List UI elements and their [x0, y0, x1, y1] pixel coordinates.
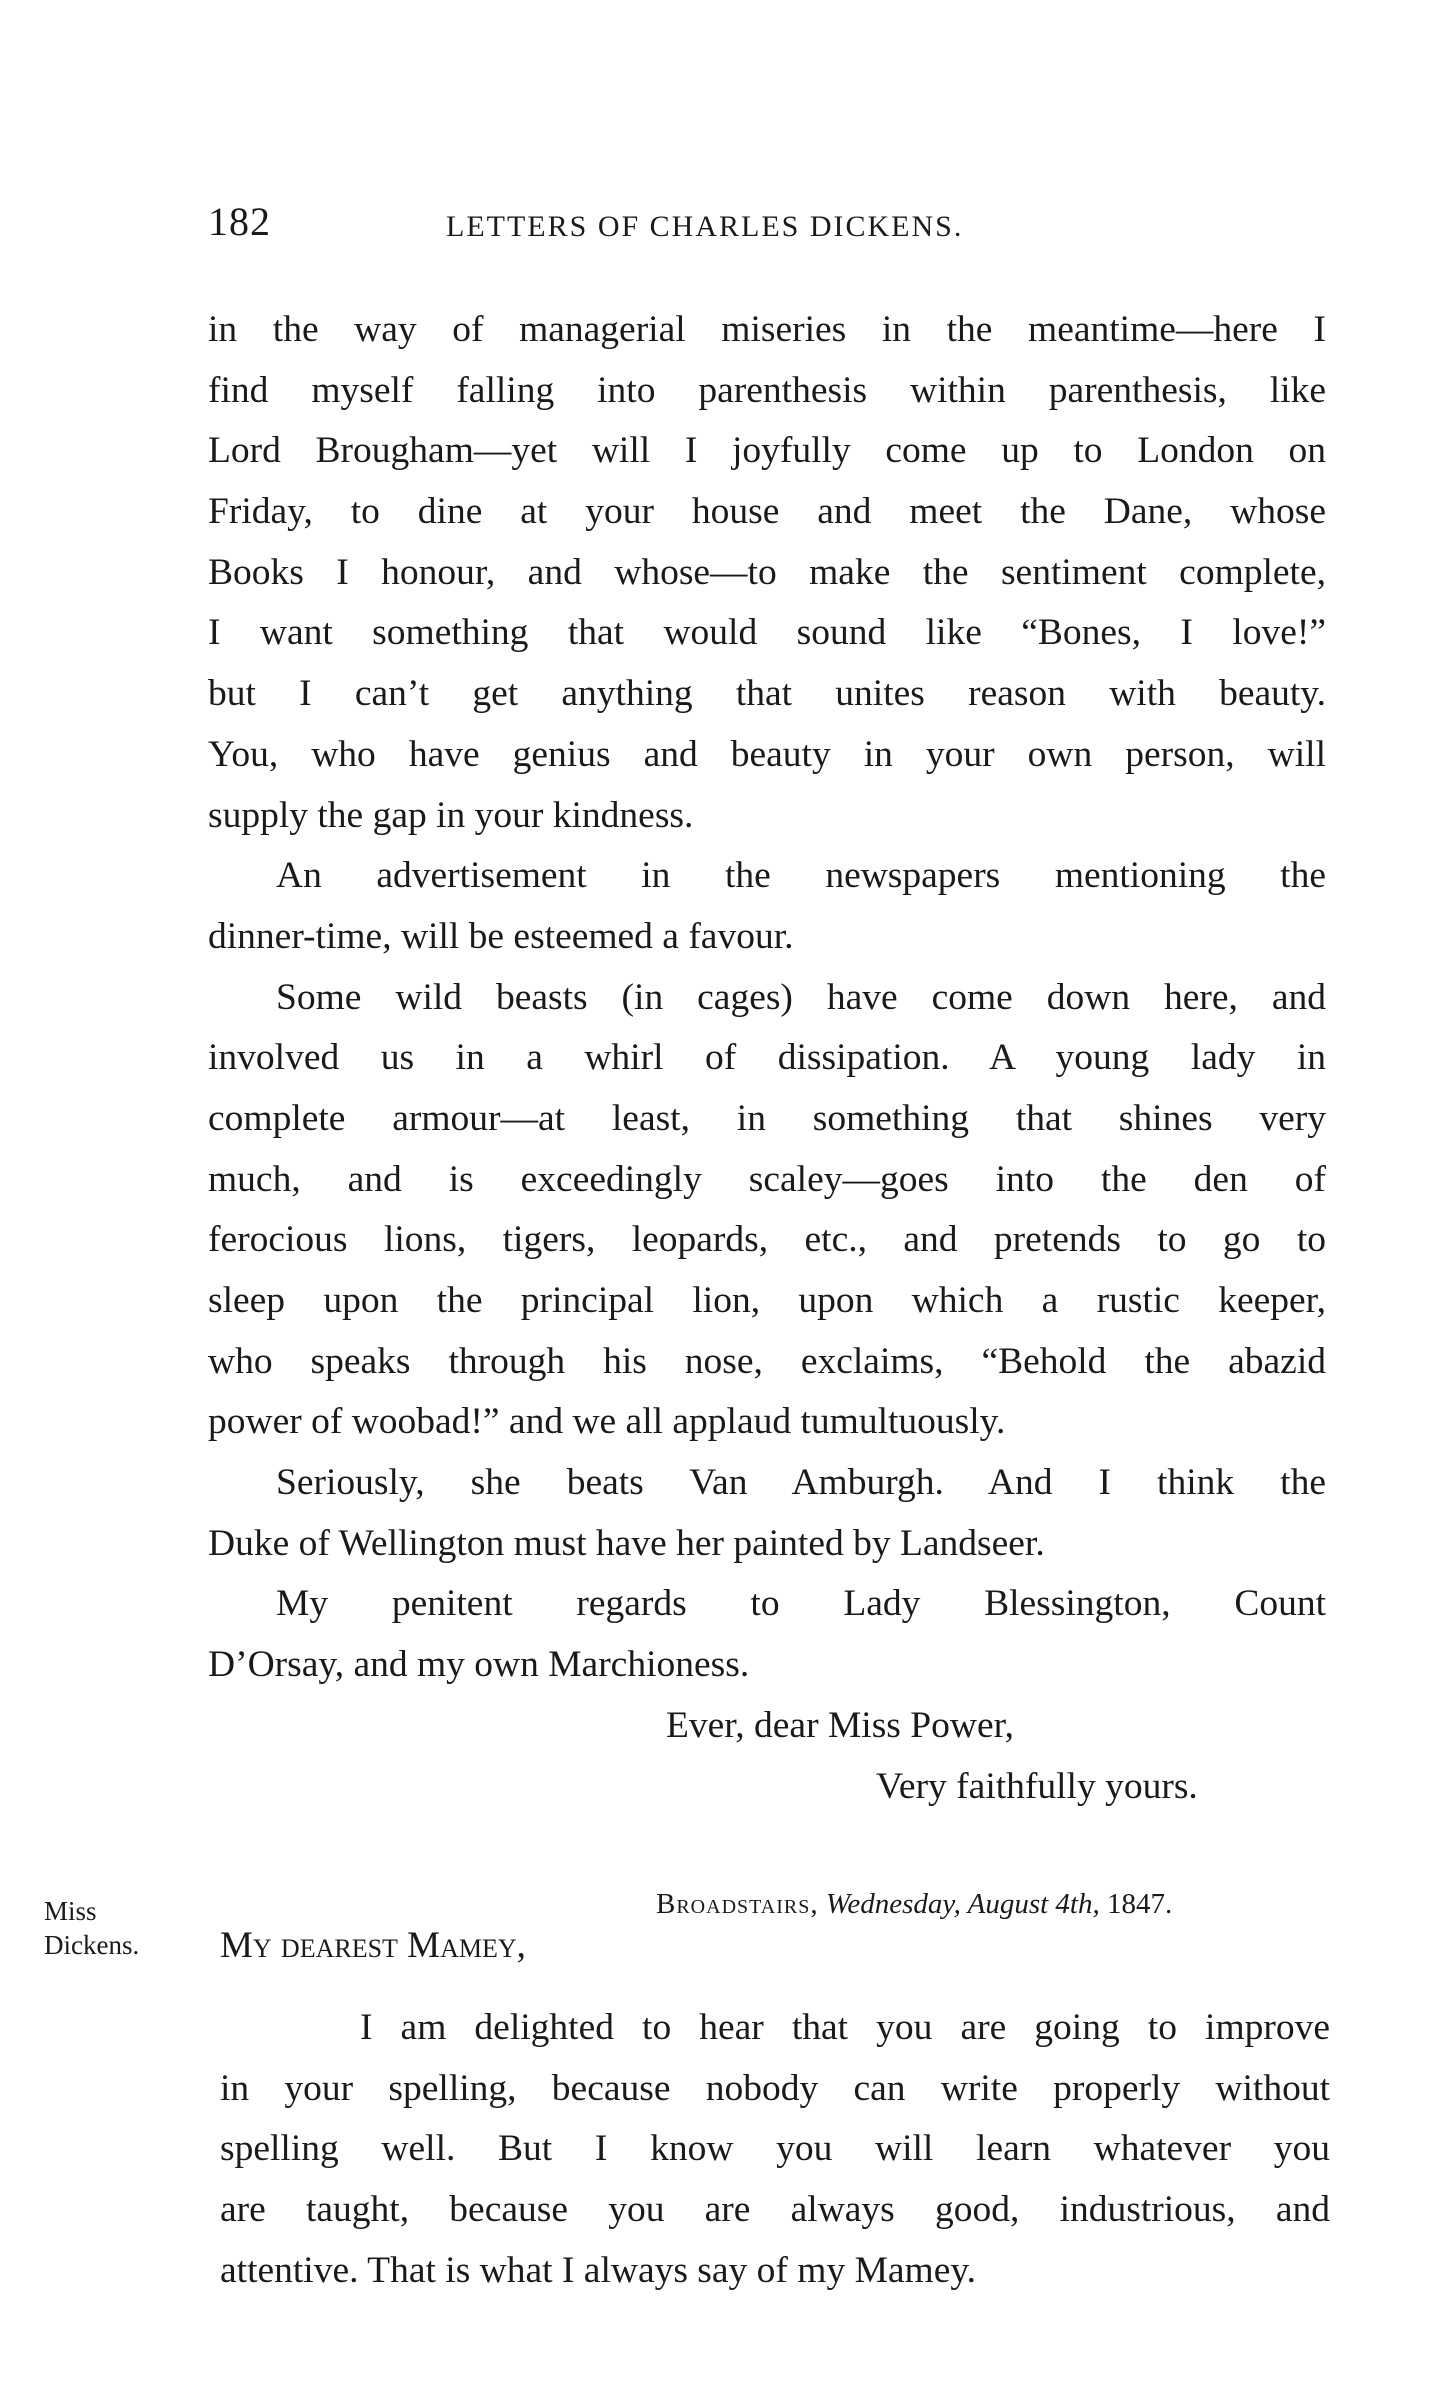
text-line: Lord Brougham—yet will I joyfully come up to London on [208, 430, 1326, 472]
signature-line: Very faithfully yours. [876, 1765, 1198, 1807]
text-line: attentive. That is what I always say of my Mamey. [220, 2249, 977, 2291]
text-line: in your spelling, because nobody can write properly without [220, 2067, 1330, 2109]
text-line: sleep upon the principal lion, upon which a rustic keeper, [208, 1280, 1326, 1321]
letter-body [220, 1998, 1330, 2301]
text-line: D’Orsay, and my own Marchioness. [208, 1644, 750, 1686]
text-line: spelling well. But I know you will learn whatever you [220, 2128, 1330, 2170]
letter-body-continued [208, 300, 1326, 1817]
dateline-place: Broadstairs, [656, 1888, 819, 1920]
paragraph-start: An advertisement in the newspapers mentioning the [276, 855, 1326, 897]
text-line: supply the gap in your kindness. [208, 794, 694, 836]
text-line: dinner-time, will be esteemed a favour. [208, 915, 794, 957]
text-line: involved us in a whirl of dissipation. A young lady in [208, 1037, 1326, 1079]
dateline [656, 1888, 1172, 1921]
text-line: complete armour—at least, in something that shines very [208, 1097, 1326, 1139]
paragraph-start: Some wild beasts (in cages) have come down here, and [276, 976, 1326, 1018]
paragraph-start: I am delighted to hear that you are going to improve [360, 2007, 1330, 2048]
running-title: LETTERS OF CHARLES DICKENS. [446, 210, 964, 243]
paragraph-start: My penitent regards to Lady Blessington, Count [276, 1583, 1326, 1625]
text-line: are taught, because you are always good, industrious, and [220, 2189, 1330, 2231]
paragraph-start: Seriously, she beats Van Amburgh. And I think the [276, 1462, 1326, 1504]
text-line: much, and is exceedingly scaley—goes into the den of [208, 1158, 1326, 1200]
text-line: I want something that would sound like “Bones, I love!” [208, 612, 1326, 654]
text-line: ferocious lions, tigers, leopards, etc., and pretends to go to [208, 1219, 1326, 1261]
margin-note-line: Miss [44, 1896, 97, 1926]
dateline-date: Wednesday, August 4th, [825, 1888, 1100, 1920]
text-line: find myself falling into parenthesis within parenthesis, like [208, 369, 1326, 411]
closing-line: Ever, dear Miss Power, [666, 1704, 1014, 1746]
text-line: in the way of managerial miseries in the meantime—here I [208, 309, 1326, 350]
text-line: Books I honour, and whose—to make the sentiment complete, [208, 551, 1326, 593]
text-line: power of woobad!” and we all applaud tumultuously. [208, 1401, 1006, 1443]
margin-note [44, 1894, 139, 1962]
text-line: Friday, to dine at your house and meet the Dane, whose [208, 491, 1326, 533]
text-line: Duke of Wellington must have her painted by Landseer. [208, 1522, 1045, 1564]
text-line: You, who have genius and beauty in your own person, will [208, 733, 1326, 775]
margin-note-line: Dickens. [44, 1930, 140, 1960]
salutation: My dearest Mamey, [220, 1925, 526, 1966]
dateline-year: 1847. [1106, 1888, 1173, 1920]
page-header [208, 198, 1328, 258]
text-line: but I can’t get anything that unites reason with beauty. [208, 673, 1326, 715]
page-number: 182 [208, 199, 271, 244]
text-line: who speaks through his nose, exclaims, “Behold the abazid [208, 1340, 1326, 1382]
